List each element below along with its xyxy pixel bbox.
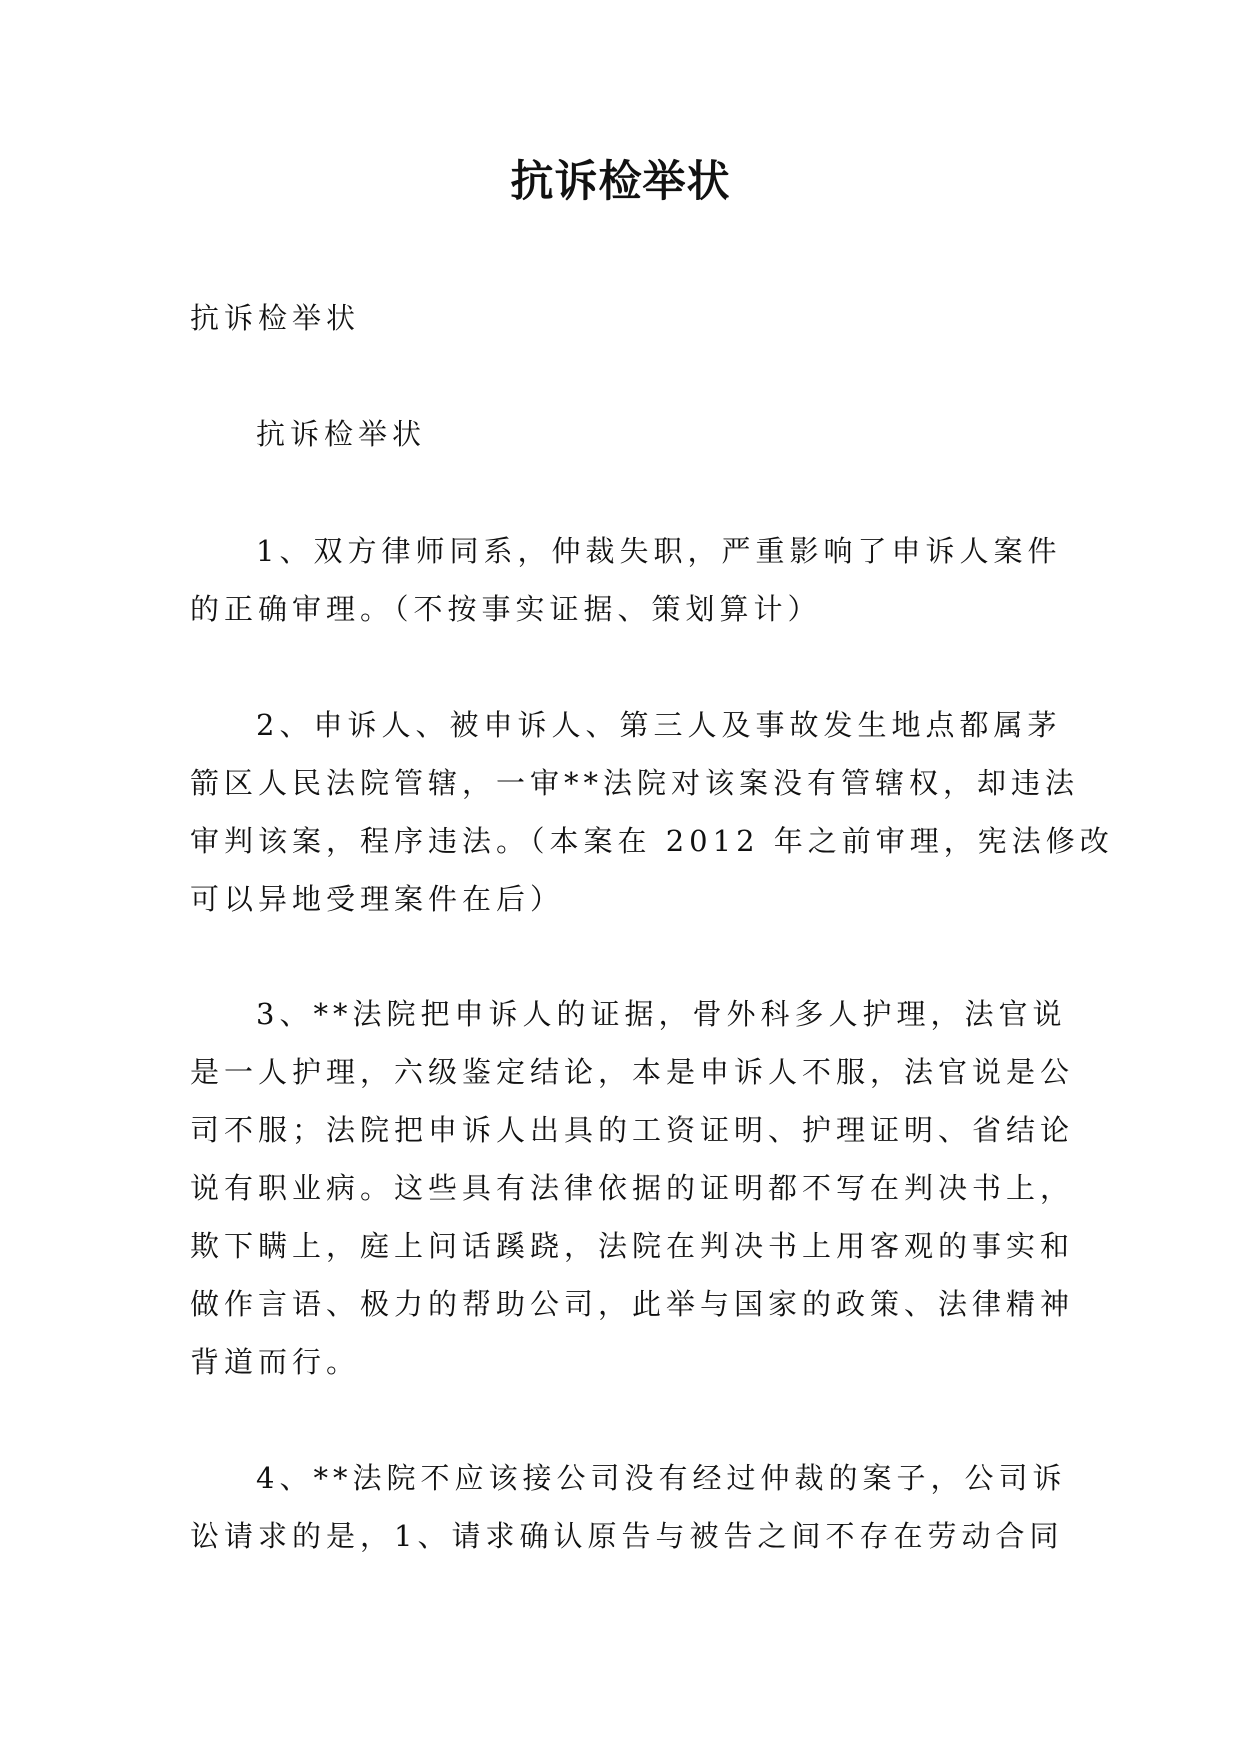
- paragraph-line: 欺下瞒上，庭上问话蹊跷，法院在判决书上用客观的事实和: [190, 1229, 1075, 1263]
- paragraph-line: 可以异地受理案件在后）: [190, 882, 565, 916]
- paragraph-4: [190, 1449, 1067, 1565]
- paragraph-line: 1、双方律师同系，仲裁失职，严重影响了申诉人案件: [256, 534, 1062, 568]
- paragraph-line: 说有职业病。这些具有法律依据的证明都不写在判决书上，: [190, 1171, 1075, 1205]
- paragraph-line: 司不服；法院把申诉人出具的工资证明、护理证明、省结论: [190, 1113, 1075, 1147]
- paragraph-line: 箭区人民法院管辖，一审**法院对该案没有管辖权，却违法: [190, 766, 1080, 800]
- paragraph-line: 是一人护理，六级鉴定结论，本是申诉人不服，法官说是公: [190, 1055, 1075, 1089]
- paragraph-line: 审判该案，程序违法。（本案在 2012 年之前审理，宪法修改: [190, 824, 1114, 858]
- paragraph-line: 3、**法院把申诉人的证据，骨外科多人护理，法官说: [256, 997, 1067, 1031]
- paragraph-2: [190, 696, 1114, 928]
- paragraph-1: [190, 522, 1062, 638]
- paragraph-3: [190, 985, 1075, 1391]
- paragraph-line: 讼请求的是，1、请求确认原告与被告之间不存在劳动合同: [190, 1519, 1064, 1553]
- paragraph-line: 做作言语、极力的帮助公司，此举与国家的政策、法律精神: [190, 1287, 1075, 1321]
- paragraph-line: 2、申诉人、被申诉人、第三人及事故发生地点都属茅: [256, 708, 1062, 742]
- document-heading: 抗诉检举状: [190, 301, 361, 335]
- document-subheading: 抗诉检举状: [256, 417, 427, 451]
- paragraph-line: 的正确审理。（不按事实证据、策划算计）: [190, 592, 822, 626]
- paragraph-line: 背道而行。: [190, 1345, 361, 1379]
- paragraph-line: 4、**法院不应该接公司没有经过仲裁的案子，公司诉: [256, 1461, 1067, 1495]
- document-title: 抗诉检举状: [510, 157, 731, 207]
